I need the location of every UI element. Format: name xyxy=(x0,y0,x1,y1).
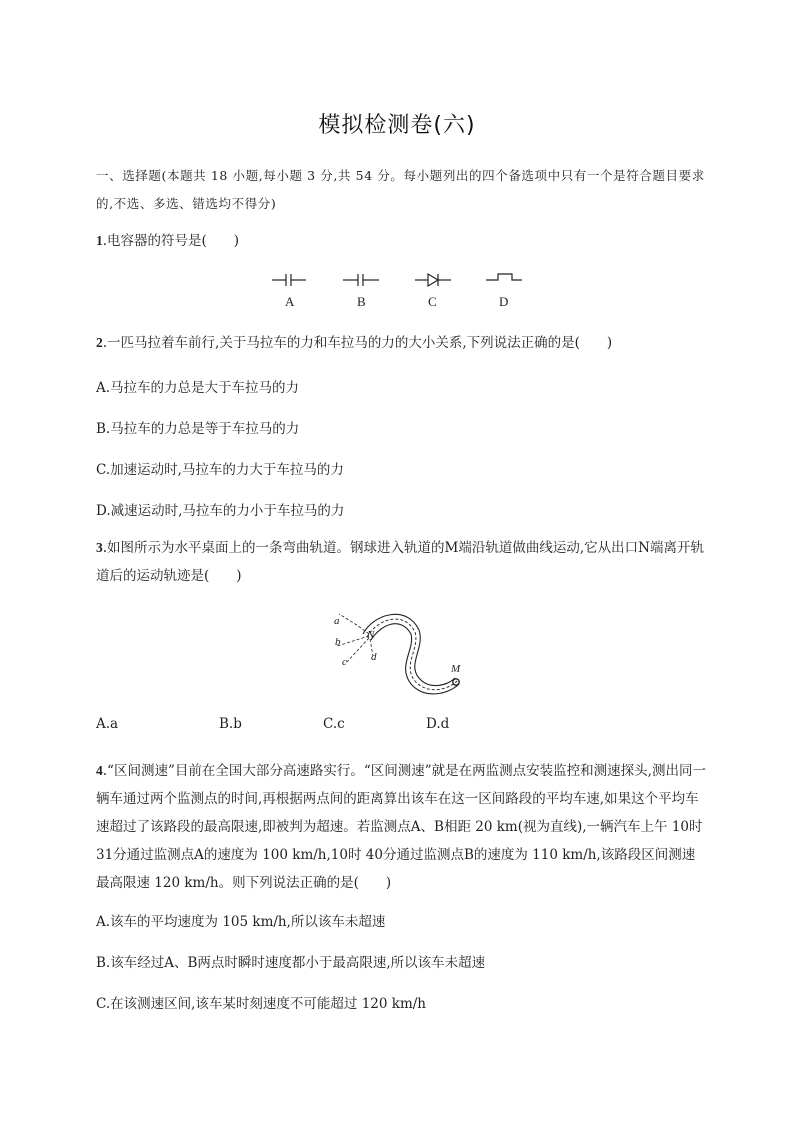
option-label-a: A xyxy=(285,294,295,309)
q3-option-c: C.c xyxy=(323,716,345,732)
track-label-m: M xyxy=(451,663,461,675)
q3-option-a: A.a xyxy=(96,716,119,732)
question-number: 1 xyxy=(96,233,103,248)
q2-option-a: A.马拉车的力总是大于车拉马的力 xyxy=(96,380,300,396)
q2-option-b: B.马拉车的力总是等于车拉马的力 xyxy=(96,421,300,437)
page-title: 模拟检测卷(六) xyxy=(318,113,476,138)
section-heading: 一、选择题(本题共 18 小题,每小题 3 分,共 54 分。每小题列出的四个备选项中只有一个是符合题目要求的,不选、多选、错选均不得分) xyxy=(96,168,705,211)
q4-option-b: B.该车经过A、B两点时瞬时速度都小于最高限速,所以该车未超速 xyxy=(96,955,486,971)
q4-option-a: A.该车的平均速度为 105 km/h,所以该车未超速 xyxy=(96,914,386,930)
track-label-a: a xyxy=(334,615,340,627)
q2-option-c: C.加速运动时,马拉车的力大于车拉马的力 xyxy=(96,462,344,478)
track-label-c: c xyxy=(342,656,347,668)
question-number: 2 xyxy=(96,335,103,350)
symbol-d-switch xyxy=(486,274,522,280)
q3-option-b: B.b xyxy=(219,716,242,732)
q4-option-c: C.在该测速区间,该车某时刻速度不可能超过 120 km/h xyxy=(96,996,427,1012)
question-1 xyxy=(96,227,706,255)
symbol-b-capacitor xyxy=(343,274,379,286)
question-text: .电容器的符号是( ) xyxy=(102,233,240,249)
question-4 xyxy=(96,757,706,897)
option-label-c: C xyxy=(428,294,437,309)
question-3 xyxy=(96,534,706,590)
q3-option-d: D.d xyxy=(426,716,450,732)
question-2 xyxy=(96,329,706,357)
curved-track-figure xyxy=(315,600,515,710)
symbol-c-diode xyxy=(415,274,451,286)
symbol-a-capacitor xyxy=(272,274,306,286)
question-text: .如图所示为水平桌面上的一条弯曲轨道。钢球进入轨道的M端沿轨道做曲线运动,它从出口N端离开轨道后的运动轨迹是( ) xyxy=(96,540,704,584)
question-number: 4 xyxy=(96,763,103,778)
question-text: .一匹马拉着车前行,关于马拉车的力和车拉马的力的大小关系,下列说法正确的是( ) xyxy=(102,335,613,351)
q2-option-d: D.减速运动时,马拉车的力小于车拉马的力 xyxy=(96,503,345,519)
track-label-d: d xyxy=(371,651,377,663)
question-text: .“区间测速”目前在全国大部分高速路实行。“区间测速”就是在两监测点安装监控和测速探头,测出同一辆车通过两个监测点的时间,再根据两点间的距离算出该车在这一区间路段的平均车速,如果这个平均车速超过了该路段的最高限速,即被判为超速。若监测点A、B相距 20 km(视为直线),一辆汽车上午 10时 31分通过监测点A的速度为 100 km/h,10时 40分通过监测点B的速度为 110 km/h,该路段区间测速最高限速 120 km/h。则下列说法正确的是( ) xyxy=(96,763,706,891)
option-label-b: B xyxy=(357,294,366,309)
track-label-b: b xyxy=(335,636,341,648)
option-label-d: D xyxy=(499,294,509,309)
question-number: 3 xyxy=(96,540,103,555)
track-label-n: N xyxy=(367,629,375,641)
capacitor-symbols-figure xyxy=(0,270,794,310)
